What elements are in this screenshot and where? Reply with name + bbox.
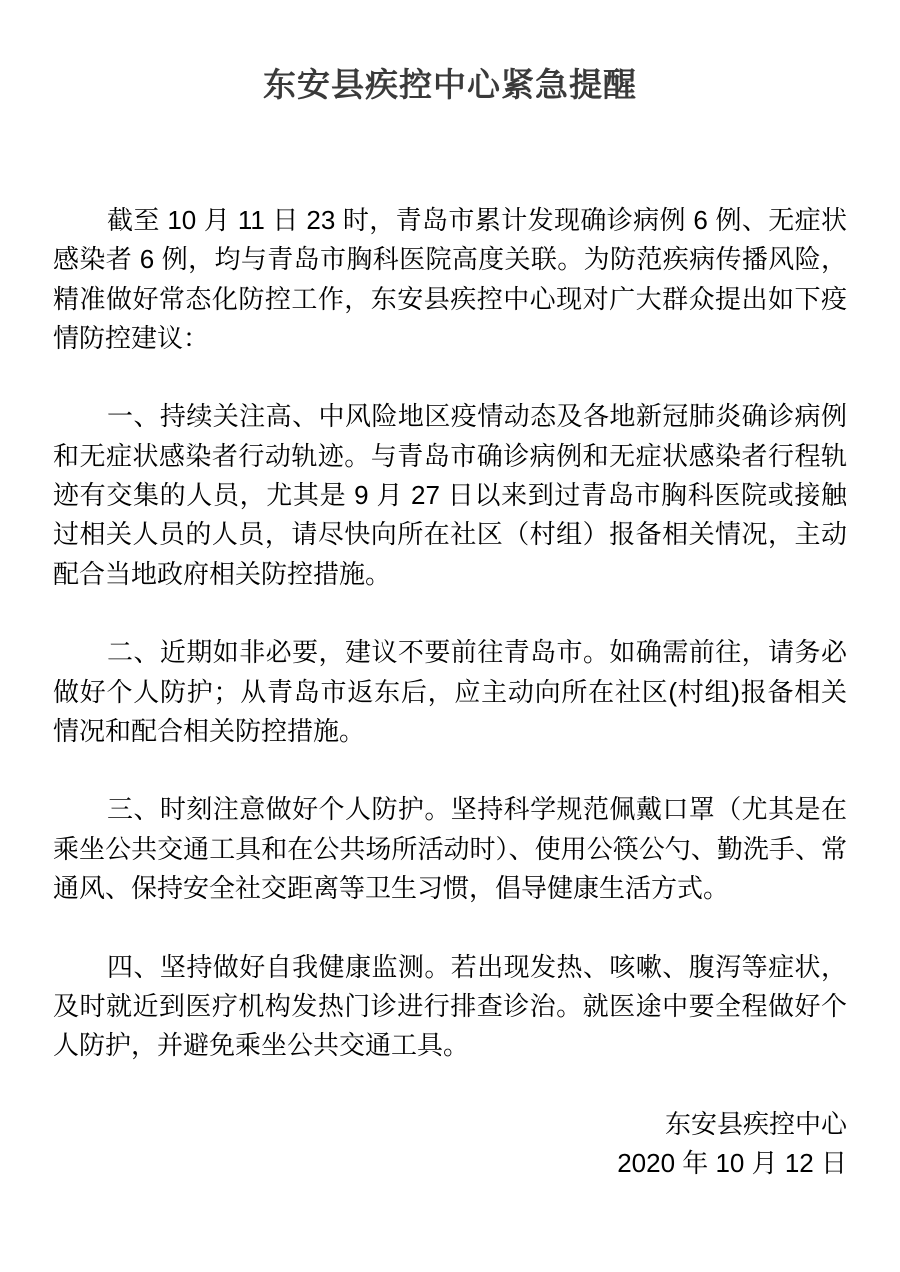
paragraph-item-1: 一、持续关注高、中风险地区疫情动态及各地新冠肺炎确诊病例和无症状感染者行动轨迹。与青岛市确诊病例和无症状感染者行程轨迹有交集的人员，尤其是 9 月 27 日以来到过青岛市胸科医院或接触过相关人员的人员，请尽快向所在社区（村组）报备相关情况，主动配合当地政府相关防控措施。 [53, 401, 847, 589]
paragraph-item-3: 三、时刻注意做好个人防护。坚持科学规范佩戴口罩（尤其是在乘坐公共交通工具和在公共场所活动时）、使用公筷公勺、勤洗手、常通风、保持安全社交距离等卫生习惯，倡导健康生活方式。 [53, 794, 847, 904]
document-title: 东安县疾控中心紧急提醒 [263, 66, 637, 103]
signature-date: 2020 年 10 月 12 日 [617, 1148, 847, 1179]
signature-block [53, 1105, 847, 1184]
paragraph-intro: 截至 10 月 11 日 23 时，青岛市累计发现确诊病例 6 例、无症状感染者 6 例，均与青岛市胸科医院高度关联。为防范疾病传播风险，精准做好常态化防控工作，东安县疾控中心现对广大群众提出如下疫情防控建议： [53, 205, 847, 353]
paragraph-item-2: 二、近期如非必要，建议不要前往青岛市。如确需前往，请务必做好个人防护；从青岛市返东后，应主动向所在社区(村组)报备相关情况和配合相关防控措施。 [53, 637, 847, 746]
signature-org: 东安县疾控中心 [664, 1108, 847, 1139]
paragraph-item-4: 四、坚持做好自我健康监测。若出现发热、咳嗽、腹泻等症状，及时就近到医疗机构发热门诊进行排查诊治。就医途中要全程做好个人防护，并避免乘坐公共交通工具。 [53, 951, 847, 1061]
